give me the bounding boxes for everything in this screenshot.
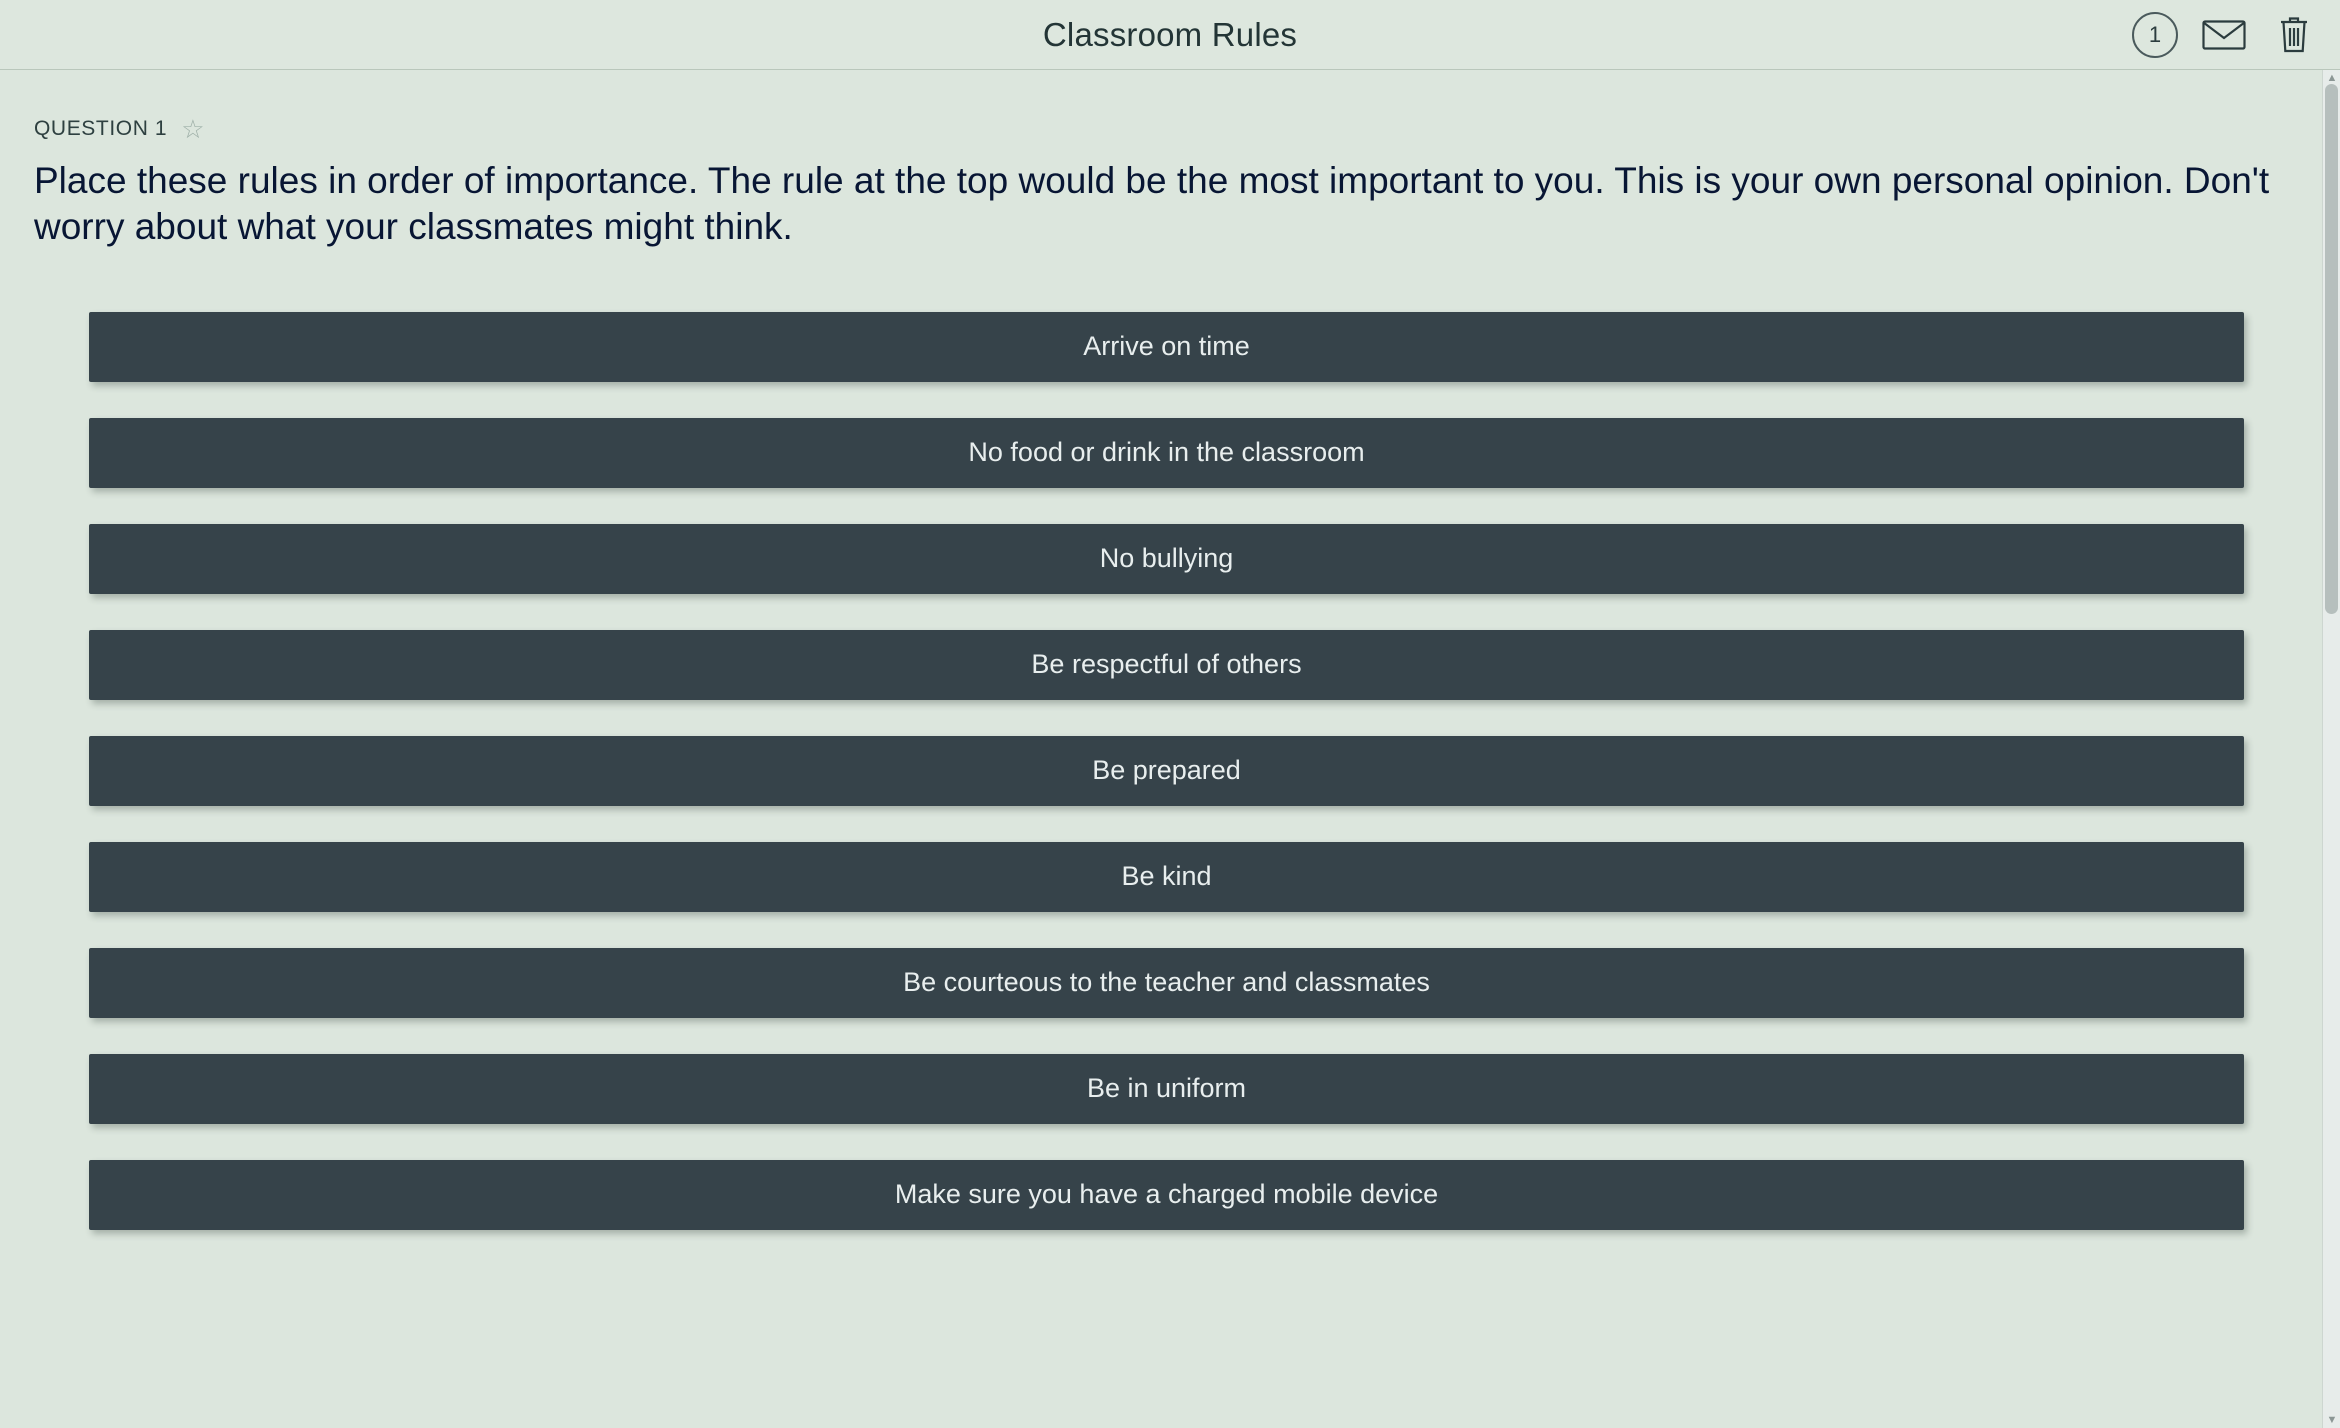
page-title: Classroom Rules: [1042, 15, 1298, 53]
list-item-label: Be kind: [1121, 861, 1212, 892]
question-number-label: QUESTION 1: [34, 117, 168, 140]
scrollbar-thumb[interactable]: [2325, 84, 2338, 614]
header-actions: [2132, 0, 2318, 70]
question-meta: [34, 116, 2296, 142]
list-item[interactable]: [89, 736, 2244, 806]
content-scroll-area: [0, 70, 2340, 1428]
vertical-scrollbar[interactable]: [2322, 70, 2340, 1428]
list-item-label: Be respectful of others: [1031, 649, 1302, 680]
list-item-label: Make sure you have a charged mobile device: [894, 1179, 1439, 1210]
list-item[interactable]: [89, 312, 2244, 382]
list-item[interactable]: [89, 1160, 2244, 1230]
scroll-down-arrow-icon[interactable]: ▼: [2326, 1414, 2338, 1426]
list-item-label: Arrive on time: [1083, 331, 1250, 362]
list-item-label: No bullying: [1099, 543, 1234, 574]
star-outline-icon[interactable]: ☆: [181, 114, 205, 144]
status-badge[interactable]: [2132, 12, 2178, 58]
list-item[interactable]: [89, 630, 2244, 700]
app-header: [0, 0, 2340, 70]
list-item-label: No food or drink in the classroom: [968, 437, 1365, 468]
list-item[interactable]: [89, 842, 2244, 912]
list-item-label: Be courteous to the teacher and classmates: [903, 967, 1430, 998]
question-panel: [0, 70, 2340, 1428]
list-item[interactable]: [89, 524, 2244, 594]
list-item-label: Be in uniform: [1086, 1073, 1247, 1104]
trash-icon[interactable]: [2270, 11, 2318, 59]
list-item[interactable]: [89, 1054, 2244, 1124]
question-text: Place these rules in order of importance. The rule at the top would be the most important to you. This is your own personal opinion. Don't worry about what your classmates might think.: [34, 160, 2270, 247]
envelope-icon[interactable]: [2200, 11, 2248, 59]
list-item-label: Be prepared: [1092, 755, 1241, 786]
list-item[interactable]: [89, 418, 2244, 488]
scroll-up-arrow-icon[interactable]: ▲: [2326, 72, 2338, 84]
ranking-list: [32, 312, 2296, 1230]
list-item[interactable]: [89, 948, 2244, 1018]
status-badge-count: 1: [2148, 22, 2162, 47]
